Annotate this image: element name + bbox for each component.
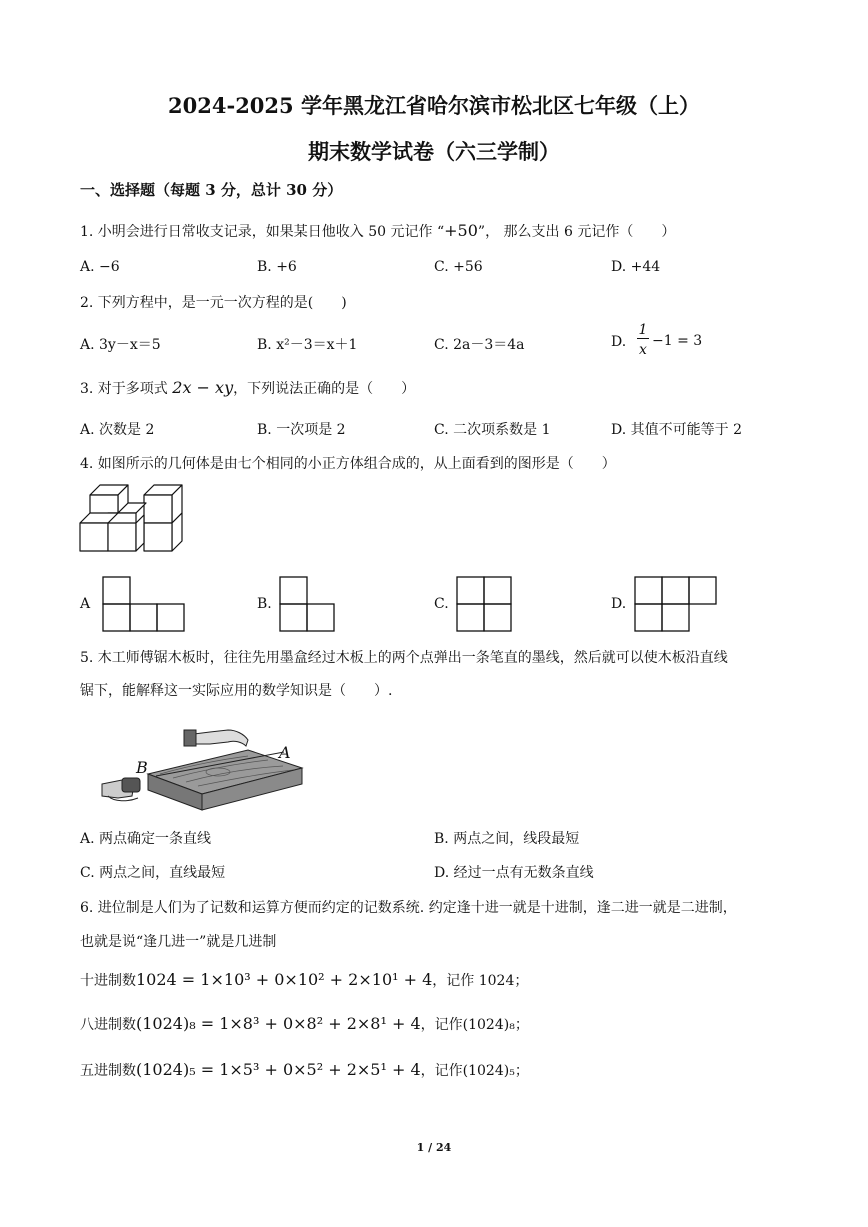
octal-example (80, 1014, 529, 1034)
question-4-stem: 4. 如图所示的几何体是由七个相同的小正方体组合成的，从上面看到的图形是（ ） (80, 456, 616, 472)
q3-stem-text-end: ，下列说法正确的是（ ） (233, 381, 416, 397)
question-5-stem-line1: 5. 木工师傅锯木板时，往往先用墨盒经过木板上的两个点弹出一条笔直的墨线，然后就可以使木板沿直线 (80, 650, 728, 666)
q2-option-d-numerator: 1 (638, 322, 648, 338)
octal-expression: (1024)₈ = 1×8³ + 0×8² + 2×8¹ + 4 (136, 1014, 421, 1033)
cube-solid-figure (78, 483, 188, 563)
octal-label: 八进制数 (80, 1017, 136, 1033)
q1-option-b: B. +6 (257, 259, 297, 275)
q2-option-b: B. x²－3＝x＋1 (257, 337, 358, 353)
q5-option-d: D. 经过一点有无数条直线 (434, 865, 594, 881)
exam-title-line2: 期末数学试卷（六三学制） (308, 139, 560, 164)
decimal-label: 十进制数 (80, 973, 136, 989)
exam-title-line1: 2024-2025 学年黑龙江省哈尔滨市松北区七年级（上） (168, 93, 700, 118)
decimal-example (80, 970, 528, 990)
q4-option-a-label: A (80, 596, 91, 612)
q4-option-a-figure (102, 576, 186, 632)
question-6-stem-line2: 也就是说“逢几进一”就是几进制 (80, 934, 277, 950)
q3-option-b: B. 一次项是 2 (257, 422, 346, 438)
q3-option-d: D. 其值不可能等于 2 (611, 422, 742, 438)
q1-option-c: C. +56 (434, 259, 483, 275)
page-number: 1 / 24 (416, 1141, 452, 1154)
q4-option-c-label: C. (434, 596, 449, 612)
octal-note: ，记作(1024)₈； (420, 1017, 529, 1033)
section-heading: 一、选择题（每题 3 分，总计 30 分） (80, 181, 343, 199)
q5-option-c: C. 两点之间，直线最短 (80, 865, 226, 881)
q3-math: 2x − xy (172, 378, 234, 397)
q5-option-b: B. 两点之间，线段最短 (434, 831, 580, 847)
carpentry-board-image (98, 726, 308, 814)
q4-option-c-figure (456, 576, 514, 632)
q2-option-d-denominator: x (639, 342, 647, 358)
q3-stem-text: 3. 对于多项式 (80, 381, 173, 397)
q4-option-b-label: B. (257, 596, 272, 612)
question-2-stem: 2. 下列方程中，是一元一次方程的是( ) (80, 295, 347, 311)
q5-option-a: A. 两点确定一条直线 (80, 831, 212, 847)
q2-option-a: A. 3y－x＝5 (80, 337, 161, 353)
decimal-expression: 1024 = 1×10³ + 0×10² + 2×10¹ + 4 (136, 970, 433, 989)
q3-option-c: C. 二次项系数是 1 (434, 422, 551, 438)
q2-option-d-expression: −1 = 3 (652, 333, 703, 349)
q3-option-a: A. 次数是 2 (80, 422, 155, 438)
q1-stem-text-end: ”， 那么支出 6 元记作（ ） (477, 224, 676, 240)
q1-option-d: D. +44 (611, 259, 661, 275)
quinary-expression: (1024)₅ = 1×5³ + 0×5² + 2×5¹ + 4 (136, 1060, 421, 1079)
decimal-note: ，记作 1024； (432, 973, 529, 989)
quinary-note: ，记作(1024)₅； (420, 1063, 529, 1079)
q2-option-d-label: D. (611, 334, 627, 350)
q4-option-d-figure (634, 576, 720, 632)
question-1-stem (80, 221, 675, 241)
q4-option-d-label: D. (611, 596, 627, 612)
q1-math: +50 (444, 221, 478, 240)
question-3-stem (80, 378, 415, 398)
q1-stem-text: 1. 小明会进行日常收支记录，如果某日他收入 50 元记作 “ (80, 224, 445, 240)
point-a-label: A (279, 743, 291, 762)
question-6-stem-line1: 6. 进位制是人们为了记数和运算方便而约定的记数系统. 约定逢十进一就是十进制，逢二进一就是二进制， (80, 900, 737, 916)
quinary-label: 五进制数 (80, 1063, 136, 1079)
q4-option-b-figure (279, 576, 337, 632)
q2-option-c: C. 2a－3＝4a (434, 337, 525, 353)
question-5-stem-line2: 锯下，能解释这一实际应用的数学知识是（ ）. (80, 683, 393, 699)
quinary-example (80, 1060, 529, 1080)
q1-option-a: A. −6 (80, 259, 120, 275)
point-b-label: B (136, 758, 148, 777)
